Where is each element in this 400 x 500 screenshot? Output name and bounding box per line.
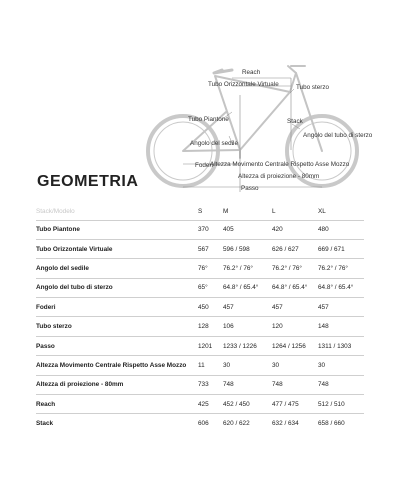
label-tubo-orizzontale: Tubo Orizzontale Virtuale [208, 81, 279, 88]
cell-value: 420 [272, 226, 283, 234]
row-label: Angolo del tubo di sterzo [36, 284, 113, 292]
table-row [36, 220, 364, 239]
cell-value: 1311 / 1303 [318, 342, 352, 350]
cell-value: 76.2° / 76° [318, 264, 348, 272]
row-label: Angolo del sedile [36, 264, 89, 272]
cell-value: 658 / 660 [318, 420, 345, 428]
label-angolo-sedile: Angolo del sedile [190, 140, 238, 147]
cell-value: 30 [223, 361, 231, 369]
label-passo: Passo [241, 185, 259, 192]
cell-value: 733 [198, 381, 209, 389]
cell-value: 450 [198, 303, 209, 311]
cell-value: 1201 [198, 342, 213, 350]
row-label: Tubo Piantone [36, 226, 80, 234]
cell-value: 76.2° / 76° [272, 264, 302, 272]
row-label: Stack [36, 420, 54, 428]
cell-value: 106 [223, 323, 234, 331]
table-header-row [36, 203, 364, 220]
table-row [36, 239, 364, 258]
table-header-size: S [198, 207, 203, 215]
cell-value: 30 [272, 361, 280, 369]
table-row [36, 317, 364, 336]
cell-value: 76.2° / 76° [223, 264, 253, 272]
table-row [36, 375, 364, 394]
cell-value: 457 [223, 303, 234, 311]
cell-value: 370 [198, 226, 209, 234]
page-title: GEOMETRIA [37, 173, 139, 190]
table-row [36, 414, 364, 433]
cell-value: 120 [272, 323, 283, 331]
table-header-corner: Stack/Modelo [36, 207, 75, 215]
cell-value: 669 / 671 [318, 245, 345, 253]
label-altezza-movimento: Altezza Movimento Centrale Rispetto Asse Mozzo [210, 161, 350, 168]
table-row [36, 298, 364, 317]
bike-geometry-diagram [0, 0, 400, 200]
cell-value: 65° [198, 284, 208, 292]
cell-value: 452 / 450 [223, 400, 250, 408]
cell-value: 64.8° / 65.4° [223, 284, 259, 292]
row-label: Altezza Movimento Centrale Rispetto Asse Mozzo [36, 361, 187, 369]
label-stack: Stack [287, 118, 303, 125]
cell-value: 480 [318, 226, 329, 234]
cell-value: 477 / 475 [272, 400, 299, 408]
cell-value: 148 [318, 323, 329, 331]
table-row [36, 395, 364, 414]
row-label: Altezza di proiezione - 80mm [36, 381, 124, 389]
cell-value: 405 [223, 226, 234, 234]
cell-value: 76° [198, 264, 208, 272]
cell-value: 128 [198, 323, 209, 331]
cell-value: 748 [272, 381, 283, 389]
table-header-size: M [223, 207, 229, 215]
label-angolo-tubo-sterzo: Angolo del tubo di sterzo [303, 132, 373, 139]
label-altezza-proiezione: Altezza di proiezione - 80mm [238, 173, 320, 180]
cell-value: 1264 / 1256 [272, 342, 306, 350]
row-label: Tubo Orizzontale Virtuale [36, 245, 113, 253]
label-tubo-piantone: Tubo Piantone [188, 116, 229, 123]
row-label: Passo [36, 342, 55, 350]
cell-value: 457 [272, 303, 283, 311]
table-row [36, 278, 364, 297]
label-foderi: Foderi [195, 162, 213, 169]
cell-value: 626 / 627 [272, 245, 299, 253]
cell-value: 596 / 598 [223, 245, 250, 253]
cell-value: 748 [318, 381, 329, 389]
cell-value: 1233 / 1226 [223, 342, 257, 350]
row-label: Tubo sterzo [36, 323, 72, 331]
cell-value: 632 / 634 [272, 420, 299, 428]
cell-value: 30 [318, 361, 326, 369]
row-label: Foderi [36, 303, 56, 311]
table-row [36, 259, 364, 278]
table-header-size: L [272, 207, 276, 215]
geometry-table [36, 203, 364, 433]
table-row [36, 356, 364, 375]
cell-value: 512 / 510 [318, 400, 345, 408]
table-row [36, 336, 364, 355]
cell-value: 567 [198, 245, 209, 253]
cell-value: 748 [223, 381, 234, 389]
cell-value: 425 [198, 400, 209, 408]
label-tubo-sterzo: Tubo sterzo [296, 84, 330, 91]
cell-value: 64.8° / 65.4° [272, 284, 308, 292]
row-label: Reach [36, 400, 56, 408]
label-reach: Reach [242, 69, 261, 76]
cell-value: 11 [198, 361, 205, 369]
cell-value: 64.8° / 65.4° [318, 284, 354, 292]
cell-value: 457 [318, 303, 329, 311]
table-header-size: XL [318, 207, 326, 215]
cell-value: 620 / 622 [223, 420, 250, 428]
cell-value: 606 [198, 420, 209, 428]
